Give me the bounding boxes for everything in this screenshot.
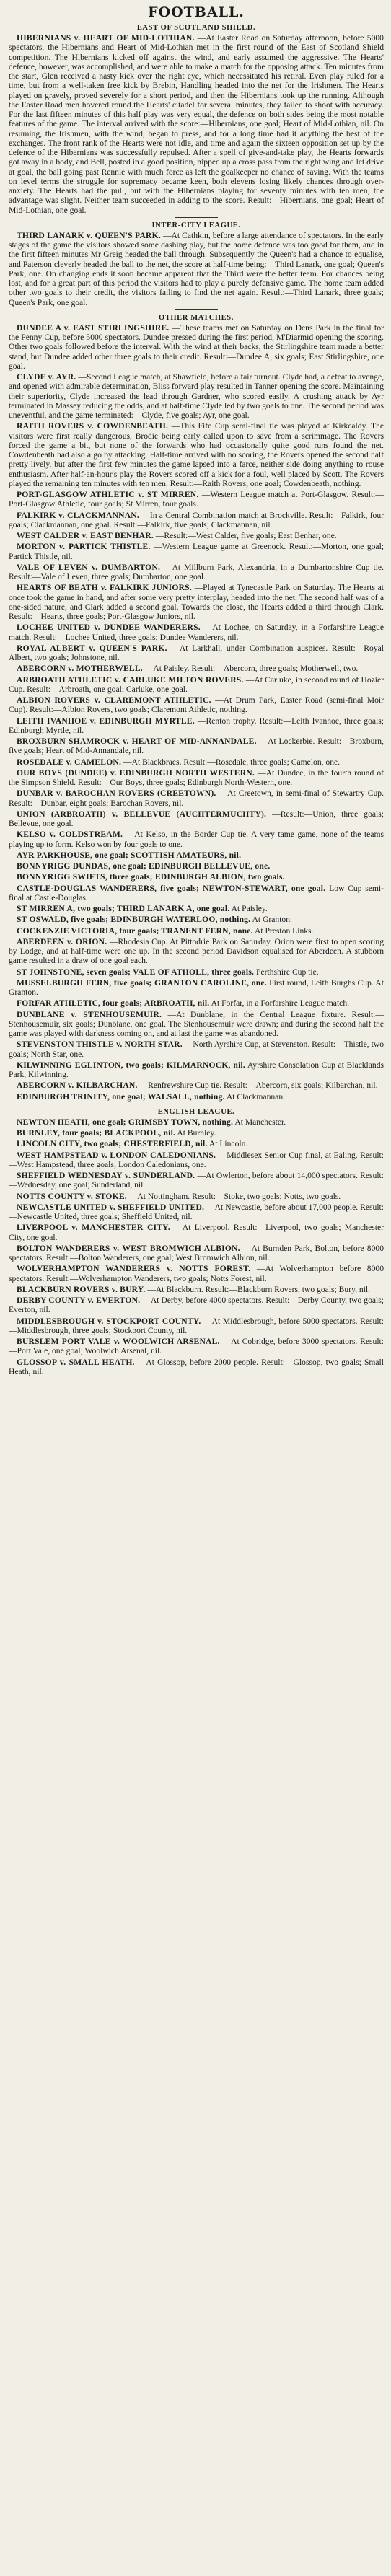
match-lead: MUSSELBURGH FERN, five goals; GRANTON CAROLINE, one. bbox=[17, 977, 267, 988]
match-text: —In a Central Combination match at Brockville. Result:—Falkirk, four goals; Clackmannan, one goal. Result:—Falkirk, five goals; Clackmannan, nil. bbox=[9, 510, 385, 529]
match-lead: RAITH ROVERS v. COWDENBEATH. bbox=[17, 421, 169, 431]
match-report bbox=[9, 998, 384, 1008]
match-report bbox=[9, 1337, 384, 1356]
match-lead: EDINBURGH TRINITY, one goal; WALSALL, nothing. bbox=[17, 1091, 225, 1102]
match-text: —At Lockerbie. Result:—Broxburn, five goals; Heart of Mid-Annandale, nil. bbox=[9, 737, 384, 756]
match-text: —At Lochee, on Saturday, in a Forfarshire League match. Result:—Lochee United, three goals; Dundee Wanderers, nil. bbox=[9, 623, 384, 642]
match-lead: AYR PARKHOUSE, one goal; SCOTTISH AMATEURS, nil. bbox=[17, 850, 242, 860]
match-text: —Renton trophy. Result:—Leith Ivanhoe, three goals; Edinburgh Myrtle, nil. bbox=[9, 716, 384, 735]
match-text: Low Cup semi-final at Castle-Douglas. bbox=[9, 883, 384, 902]
match-lead: ST MIRREN A, two goals; THIRD LANARK A, one goal. bbox=[17, 904, 230, 913]
match-report bbox=[9, 1060, 384, 1080]
match-report bbox=[9, 737, 384, 756]
match-text: First round, Leith Burghs Cup. At Granton. bbox=[9, 977, 384, 997]
match-text: —At Middlesbrough, before 5000 spectators. Result:—Middlesbrough, three goals; Stockport County, nil. bbox=[9, 1316, 384, 1335]
match-report bbox=[9, 830, 384, 849]
section bbox=[9, 221, 384, 310]
match-lead: ALBION ROVERS v. CLAREMONT ATHLETIC. bbox=[17, 695, 211, 705]
match-report bbox=[9, 768, 384, 788]
match-lead: SHEFFIELD WEDNESDAY v. SUNDERLAND. bbox=[17, 1171, 196, 1180]
match-lead: NEWTON HEATH, one goal; GRIMSBY TOWN, nothing. bbox=[17, 1117, 234, 1127]
match-text: At Granton. bbox=[252, 915, 292, 925]
match-text: —Renfrewshire Cup tie. Result:—Abercorn, six goals; Kilbarchan, nil. bbox=[139, 1081, 378, 1091]
match-text: —At Nottingham. Result:—Stoke, two goals; Notts, two goals. bbox=[128, 1191, 341, 1201]
match-text: —At Liverpool. Result:—Liverpool, two goals; Manchester City, one goal. bbox=[9, 1223, 385, 1242]
match-lead: PORT-GLASGOW ATHLETIC v. ST MIRREN. bbox=[17, 490, 199, 499]
match-lead: FALKIRK v. CLACKMANNAN. bbox=[17, 510, 139, 520]
match-lead: LINCOLN CITY, two goals; CHESTERFIELD, nil. bbox=[17, 1139, 208, 1149]
match-report bbox=[9, 1117, 384, 1127]
match-report bbox=[9, 1092, 384, 1102]
match-text: —At Cobridge, before 3000 spectators. Result:—Port Vale, one goal; Woolwich Arsenal, nil. bbox=[9, 1337, 384, 1356]
match-text: —At Paisley. Result:—Abercorn, three goals; Motherwell, two. bbox=[144, 664, 359, 674]
match-lead: WEST CALDER v. EAST BENHAR. bbox=[17, 531, 154, 540]
match-report bbox=[9, 937, 384, 966]
match-report bbox=[9, 542, 384, 561]
match-text: —At Glossop, before 2000 people. Result:—Glossop, two goals; Small Heath, nil. bbox=[9, 1357, 385, 1376]
match-text: —At Creetown, in semi-final of Stewartry Cup. Result:—Dunbar, eight goals; Barochan Rovers, nil. bbox=[9, 788, 384, 808]
match-text: —At Blackbraes. Result:—Rosedale, three goals; Camelon, one. bbox=[123, 757, 341, 767]
match-lead: DUNBLANE v. STENHOUSEMUIR. bbox=[17, 1009, 162, 1019]
match-text: —At Burnden Park, Bolton, before 8000 spectators. Result:—Bolton Wanderers, one goal; West Bromwich Albion, nil. bbox=[9, 1243, 384, 1262]
match-lead: ABERCORN v. KILBARCHAN. bbox=[17, 1081, 138, 1091]
match-report bbox=[9, 757, 384, 767]
match-text: —Rhodesia Cup. At Pittodrie Park on Saturday. Orion were first to open scoring by Lodge, and at half-time were one up. In the second period Davidson equalised for Aberdeen. A stubborn game resulted in a draw of one goal each. bbox=[9, 936, 384, 966]
match-text: At Manchester. bbox=[234, 1117, 286, 1127]
match-lead: BONNYRIGG DUNDAS, one goal; EDINBURGH BELLEVUE, one. bbox=[17, 861, 271, 871]
match-text: At Burnley. bbox=[177, 1128, 216, 1138]
match-report bbox=[9, 1192, 384, 1201]
match-lead: DUNDEE A v. EAST STIRLINGSHIRE. bbox=[17, 322, 170, 333]
match-report bbox=[9, 372, 384, 420]
match-lead: MORTON v. PARTICK THISTLE. bbox=[17, 542, 151, 552]
match-lead: BURNLEY, four goals; BLACKPOOL, nil. bbox=[17, 1128, 176, 1138]
match-report bbox=[9, 1139, 384, 1148]
match-report bbox=[9, 861, 384, 871]
match-report bbox=[9, 511, 384, 530]
match-lead: KILWINNING EGLINTON, two goals; KILMARNOCK, nil. bbox=[17, 1060, 246, 1070]
page-title: FOOTBALL. bbox=[148, 4, 245, 20]
match-lead: ROSEDALE v. CAMELON. bbox=[17, 757, 122, 767]
match-lead: BROXBURN SHAMROCK v. HEART OF MID-ANNANDALE. bbox=[17, 737, 257, 746]
match-report bbox=[9, 1244, 384, 1263]
match-lead: ROYAL ALBERT v. QUEEN'S PARK. bbox=[17, 643, 167, 653]
section bbox=[9, 314, 384, 1104]
match-lead: THIRD LANARK v. QUEEN'S PARK. bbox=[17, 230, 161, 240]
match-text: At Preston Links. bbox=[254, 926, 314, 936]
match-lead: BONNYRIGG SWIFTS, three goals; EDINBURGH ALBION, two goals. bbox=[17, 872, 285, 882]
match-lead: LEITH IVANHOE v. EDINBURGH MYRTLE. bbox=[17, 716, 195, 726]
match-text: —At Derby, before 4000 spectators. Result:—Derby County, two goals; Everton, nil. bbox=[9, 1296, 384, 1315]
match-text: —At Larkhall, under Combination auspices. Result:—Royal Albert, two goals; Johnstone, nil. bbox=[9, 643, 384, 662]
match-report bbox=[9, 1171, 384, 1190]
match-lead: HIBERNIANS v. HEART OF MID-LOTHIAN. bbox=[17, 33, 195, 43]
match-text: —Result:—West Calder, five goals; East Benhar, one. bbox=[155, 531, 337, 540]
match-text: —At Easter Road on Saturday afternoon, before 5000 spectators, the Hibernians and Heart of Mid-Lothian met in the first round of the East of Scotland Shield competition. The Hibernians kicked off against the wind, and early assumed the aggressive. The Hearts' defence, however, was accomplished, and were able to make a match for the opposing attack. Ten minutes from the start, Glen received a nasty kick over the right eye, which necessitated his retiral. Even play ruled for a time, but from a well-taken free kick by Brebin, Handling headed into the net for the Irishmen. The Hearts played on gravely, proved severely for a short period, and then the Hibernians took up the running. Although the Easter Road men hovered round the Hearts' citadel for several minutes, they failed to shoot with accuracy. For the last fifteen minutes of this half play was very equal, the defence on both sides being the most notable features of the game. The interval arrived with the score:—Hibernians, one goal; Heart of Mid-Lothian, nil. On resuming, the Irishmen, with the wind, began to press, and for a long time had it anything the best of the exchanges. The front rank of the Hearts were not idle, and time and again the sixteen opposition set up by the defence of the Hibernians was successfully repulsed. After a spell of give-and-take play, the Hearts forwards got away in a body, and Bell, posted in a good position, nipped up a cross pass from the right wing and let drive at goal, the ball going past Rennie with much force as left the goalkeeper no chance of saving. With the teams on level terms the struggle for supremacy became keen, both elevens losing likely chances through over-anxiety. The Hearts had the pull, but with the Hibernians playing for seventy minutes with ten men, the advantage was slight. Neither team succeeded in adding to the score. Result:—Hibernians, one goal; Heart of Mid-Lothian, one goal. bbox=[9, 33, 384, 215]
match-lead: BURSLEM PORT VALE v. WOOLWICH ARSENAL. bbox=[17, 1337, 220, 1346]
section-heading: EAST OF SCOTLAND SHIELD. bbox=[136, 24, 256, 32]
match-report bbox=[9, 1264, 384, 1283]
match-text: —Western League match at Port-Glasgow. Result:—Port-Glasgow Athletic, four goals; St Mirren, four goals. bbox=[9, 490, 384, 509]
match-text: —Played at Tynecastle Park on Saturday. The Hearts at once took the game in hand, and after some very pretty interplay, headed into the net. The second half was of a one-sided nature, and Clark added a second goal. Towards the close, the Hearts added a third through Clark. Result:—Hearts, three goals; Port-Glasgow Juniors, nil. bbox=[9, 583, 384, 621]
match-lead: STEVENSTON THISTLE v. NORTH STAR. bbox=[17, 1039, 183, 1050]
match-report bbox=[9, 421, 384, 488]
match-lead: ABERDEEN v. ORION. bbox=[17, 936, 107, 946]
section-heading: INTER-CITY LEAGUE. bbox=[151, 221, 241, 229]
match-text: —At Newcastle, before about 17,000 people. Result:—Newcastle United, three goals; Sheffield United, nil. bbox=[9, 1202, 384, 1221]
match-text: —At Dunblane, in the Central League fixture. Result:—Stenhousemuir, six goals; Dunblane, one goal. The Stenhousemuir were drawn; and during the second half the game was played with darkness coming on, and at last the game was abandoned. bbox=[9, 1009, 384, 1038]
match-lead: BLACKBURN ROVERS v. BURY. bbox=[17, 1284, 146, 1294]
match-report bbox=[9, 978, 384, 998]
match-report bbox=[9, 926, 384, 936]
match-text: At Forfar, in a Forfarshire League match. bbox=[211, 998, 350, 1008]
match-report bbox=[9, 664, 384, 673]
match-lead: LIVERPOOL v. MANCHESTER CITY. bbox=[17, 1223, 170, 1233]
match-report bbox=[9, 1358, 384, 1377]
section bbox=[9, 24, 384, 218]
section-divider bbox=[175, 217, 218, 218]
football-results bbox=[9, 24, 384, 1376]
match-report bbox=[9, 1128, 384, 1138]
match-text: Ayrshire Consolation Cup at Blacklands Park, Kilwinning. bbox=[9, 1060, 384, 1079]
match-lead: LOCHEE UNITED v. DUNDEE WANDERERS. bbox=[17, 623, 201, 633]
match-report bbox=[9, 1203, 384, 1222]
match-report bbox=[9, 231, 384, 307]
match-report bbox=[9, 1223, 384, 1242]
match-lead: CASTLE-DOUGLAS WANDERERS, five goals; NEWTON-STEWART, one goal. bbox=[17, 883, 326, 893]
match-lead: ST JOHNSTONE, seven goals; VALE OF ATHOLL, three goals. bbox=[17, 967, 255, 977]
match-text: —This Fife Cup semi-final tie was played at Kirkcaldy. The visitors were first really dangerous, Brodie being early called upon to save from a scrimmage. The Rovers forced the game a bit, but none of the forwards who had occasionally quite good runs found the net. Cowdenbeath had also a go by attacking. Half-time arrived with no scoring, the Rovers opened the second half pretty lively, but after the first few minutes the game lapsed into a farce, neither side doing anything to rouse enthusiasm. After half-an-hour's play the Rovers scored off a kick for a foul, well placed by Scott. The Rovers played the remaining ten minutes with ten men. Result:—Raith Rovers, one goal; Cowdenbeath, nothing. bbox=[9, 421, 384, 488]
match-lead: WEST HAMPSTEAD v. LONDON CALEDONIANS. bbox=[17, 1150, 216, 1160]
match-text: At Paisley. bbox=[231, 904, 268, 913]
match-report bbox=[9, 884, 384, 903]
match-lead: NOTTS COUNTY v. STOKE. bbox=[17, 1191, 127, 1201]
section bbox=[9, 1108, 384, 1376]
match-text: —At Millburn Park, Alexandria, in a Dumbartonshire Cup tie. Result:—Vale of Leven, three goals; Dumbarton, one goal. bbox=[9, 562, 384, 581]
match-report bbox=[9, 531, 384, 540]
match-lead: DUNBAR v. BAROCHAN ROVERS (CREETOWN). bbox=[17, 788, 216, 799]
match-lead: CLYDE v. AYR. bbox=[17, 372, 76, 382]
match-lead: KELSO v. COLDSTREAM. bbox=[17, 830, 123, 840]
match-report bbox=[9, 904, 384, 913]
match-report bbox=[9, 675, 384, 695]
match-lead: ST OSWALD, five goals; EDINBURGH WATERLOO, nothing. bbox=[17, 915, 251, 925]
match-report bbox=[9, 872, 384, 882]
match-lead: GLOSSOP v. SMALL HEATH. bbox=[17, 1357, 135, 1367]
match-report bbox=[9, 1010, 384, 1039]
match-report bbox=[9, 1081, 384, 1090]
match-text: —Western League game at Greenock. Result:—Morton, one goal; Partick Thistle, nil. bbox=[9, 542, 385, 561]
match-lead: UNION (ARBROATH) v. BELLEVUE (AUCHTERMUCHTY). bbox=[17, 809, 267, 819]
match-report bbox=[9, 583, 384, 621]
match-text: —At Carluke, in second round of Hozier Cup. Result:—Arbroath, one goal; Carluke, one goal. bbox=[9, 674, 384, 694]
match-text: —At Drum Park, Easter Road (semi-final Moir Cup). Result:—Albion Rovers, two goals; Claremont Athletic, nothing. bbox=[9, 695, 384, 715]
match-report bbox=[9, 33, 384, 215]
match-lead: OUR BOYS (DUNDEE) v. EDINBURGH NORTH WESTERN. bbox=[17, 768, 255, 778]
match-text: —At Owlerton, before about 14,000 spectators. Result:—Wednesday, one goal; Sunderland, nil. bbox=[9, 1171, 385, 1190]
match-text: —Middlesex Senior Cup final, at Ealing. Result:—West Hampstead, three goals; London Caledonians, one. bbox=[9, 1150, 384, 1169]
match-text: —Second League match, at Shawfield, before a fair turnout. Clyde had, a defeat to avenge, and opened with admirable determination, Bliss forward play resulted in Tanner opening the score. Maintaining their superiority, Clyde increased the lead through Gardner, who scored easily. A crushing attack by Ayr terminated in Massey reducing the odds, and at half-time Clyde led by two goals to one. The second period was uneventful, and the game terminated:—Clyde, five goals; Ayr, one goal. bbox=[9, 372, 384, 420]
match-text: At Clackmannan. bbox=[226, 1091, 286, 1102]
match-text: —North Ayrshire Cup, at Stevenston. Result:—Thistle, two goals; North Star, one. bbox=[9, 1039, 384, 1059]
match-report bbox=[9, 1316, 384, 1336]
match-report bbox=[9, 1285, 384, 1294]
match-lead: MIDDLESBROUGH v. STOCKPORT COUNTY. bbox=[17, 1316, 201, 1326]
match-lead: NEWCASTLE UNITED v. SHEFFIELD UNITED. bbox=[17, 1202, 205, 1212]
match-lead: BOLTON WANDERERS v. WEST BROMWICH ALBION. bbox=[17, 1243, 240, 1253]
match-report bbox=[9, 563, 384, 582]
match-report bbox=[9, 623, 384, 642]
match-lead: VALE OF LEVEN v. DUMBARTON. bbox=[17, 562, 161, 572]
section-heading: OTHER MATCHES. bbox=[159, 313, 234, 322]
match-text: —These teams met on Saturday on Dens Park in the final for the Penny Cup, before 5000 spectators. Dundee pressed during the first period, M'Diarmid opening the scoring. Other two goals followed before the interval. With the wind at their backs, the Stirlingshire team made a better stand, but Dundee added other three goals to their credit. Result:—Dundee A, six goals; East Stirlingshire, one goal. bbox=[9, 322, 384, 371]
match-lead: HEARTS OF BEATH v. FALKIRK JUNIORS. bbox=[17, 583, 192, 593]
match-report bbox=[9, 1296, 384, 1315]
match-text: —At Dundee, in the fourth round of the Simpson Shield. Result:—Our Boys, three goals; Edinburgh North-Western, one. bbox=[9, 768, 384, 787]
match-report bbox=[9, 695, 384, 715]
match-lead: WOLVERHAMPTON WANDERERS v. NOTTS FOREST. bbox=[17, 1264, 251, 1274]
match-lead: FORFAR ATHLETIC, four goals; ARBROATH, nil. bbox=[17, 998, 210, 1008]
match-report bbox=[9, 716, 384, 736]
match-report bbox=[9, 490, 384, 509]
match-report bbox=[9, 1151, 384, 1170]
match-lead: ABERCORN v. MOTHERWELL. bbox=[17, 664, 143, 674]
match-text: —Result:—Union, three goals; Bellevue, one goal. bbox=[9, 809, 384, 828]
match-text: —At Wolverhampton before 8000 spectators. Result:—Wolverhampton Wanderers, two goals; Notts Forest, nil. bbox=[9, 1264, 384, 1283]
section-heading: ENGLISH LEAGUE. bbox=[157, 1107, 235, 1116]
match-text: —At Blackburn. Result:—Blackburn Rovers, two goals; Bury, nil. bbox=[147, 1284, 371, 1294]
match-lead: COCKENZIE VICTORIA, four goals; TRANENT FERN, none. bbox=[17, 926, 253, 936]
match-text: —At Cathkin, before a large attendance of spectators. In the early stages of the game the visitors showed some dashing play, but the home defence was too good for them, and in the first fifteen minutes Mr Greig headed the ball through. Subsequently the Queen's had a chance to equalise, and Paterson cleverly headed the ball to the net, the score at half-time being:—Third Lanark, one goal; Queen's Park, one. On changing ends it soon became apparent that the Third were the better team. For chances being lost, and for a great part of this period the visitors had to play a purely defensive game. The home team added other two goals to their credit, the visitors failing to find the net again. Result:—Third Lanark, three goals; Queen's Park, one goal. bbox=[9, 230, 384, 307]
section-divider bbox=[175, 309, 218, 310]
match-report bbox=[9, 323, 384, 371]
match-text: At Lincoln. bbox=[208, 1139, 248, 1149]
match-report bbox=[9, 788, 384, 808]
match-text: Perthshire Cup tie. bbox=[256, 967, 319, 977]
match-text: —At Kelso, in the Border Cup tie. A very tame game, none of the teams playing up to form. Kelso won by four goals to one. bbox=[9, 830, 384, 849]
match-report bbox=[9, 643, 384, 663]
match-report bbox=[9, 967, 384, 977]
match-report bbox=[9, 915, 384, 924]
match-report bbox=[9, 809, 384, 829]
match-lead: ARBROATH ATHLETIC v. CARLUKE MILTON ROVERS. bbox=[17, 674, 244, 685]
match-report bbox=[9, 1039, 384, 1059]
match-lead: DERBY COUNTY v. EVERTON. bbox=[17, 1296, 141, 1305]
match-report bbox=[9, 850, 384, 860]
